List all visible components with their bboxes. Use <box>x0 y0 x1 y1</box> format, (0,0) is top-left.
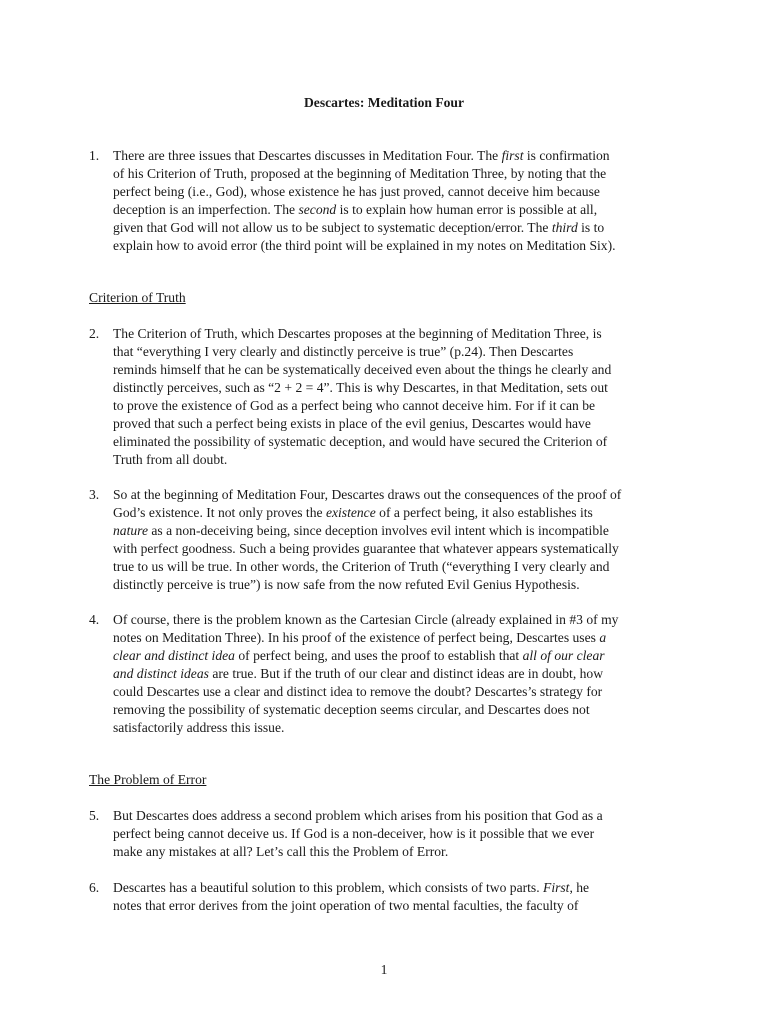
text-run: The Criterion of Truth, which Descartes proposes at the beginning of Meditation Three, is <box>113 326 602 341</box>
text-line <box>113 683 689 701</box>
text-run: reminds himself that he can be systematically deceived even about the things he clearly and <box>113 362 612 377</box>
text-line <box>113 451 689 469</box>
text-run: are true. But if the truth of our clear and distinct ideas are in doubt, how <box>208 666 604 681</box>
emphasis-text: second <box>298 202 337 217</box>
text-line <box>113 558 689 576</box>
paragraph-text <box>113 486 689 594</box>
paragraph-text <box>113 879 689 915</box>
paragraph-4 <box>89 611 689 737</box>
text-line <box>113 237 689 255</box>
text-line <box>113 611 689 629</box>
text-run: perfect being cannot deceive us. If God is a non-deceiver, how is it possible that we ever <box>113 826 595 841</box>
text-line <box>113 629 689 647</box>
text-run: Descartes has a beautiful solution to this problem, which consists of two parts. <box>113 880 544 895</box>
text-line <box>113 504 689 522</box>
text-run: distinctly perceives, such as “2 + 2 = 4”. This is why Descartes, in that Meditation, sets out <box>113 380 608 395</box>
text-line <box>113 843 689 861</box>
text-line <box>113 379 689 397</box>
text-run: to prove the existence of God as a perfect being who cannot deceive him. For if it can be <box>113 398 596 413</box>
paragraph-2 <box>89 325 689 469</box>
text-line <box>113 165 689 183</box>
text-line <box>113 415 689 433</box>
text-line <box>113 540 689 558</box>
text-line <box>113 701 689 719</box>
emphasis-text: first <box>501 148 524 163</box>
text-line <box>113 325 689 343</box>
text-run: given that God will not allow us to be subject to systematic deception/error. The <box>113 220 552 235</box>
text-line <box>113 397 689 415</box>
text-line <box>113 879 689 897</box>
paragraph-5 <box>89 807 689 861</box>
section-heading-criterion-of-truth: Criterion of Truth <box>89 290 186 305</box>
text-run: eliminated the possibility of systematic deception, and would have secured the Criterion of <box>113 434 608 449</box>
emphasis-text: existence <box>325 505 376 520</box>
emphasis-text: a <box>599 630 607 645</box>
paragraph-text <box>113 147 689 255</box>
paragraph-number: 1. <box>89 148 100 163</box>
paragraph-text <box>113 611 689 737</box>
text-run: of his Criterion of Truth, proposed at the beginning of Meditation Three, by noting that the <box>113 166 607 181</box>
paragraph-number: 4. <box>89 612 100 627</box>
text-run: proved that such a perfect being exists in place of the evil genius, Descartes would have <box>113 416 591 431</box>
emphasis-text: and distinct ideas <box>113 666 209 681</box>
text-run: satisfactorily address this issue. <box>113 720 285 735</box>
text-run: perfect being (i.e., God), whose existence he has just proved, cannot deceive him because <box>113 184 600 199</box>
paragraph-text <box>113 807 689 861</box>
paragraph-number: 5. <box>89 808 100 823</box>
page-number: 1 <box>380 962 388 977</box>
document-title: Descartes: Meditation Four <box>303 95 465 110</box>
text-run: deception is an imperfection. The <box>113 202 299 217</box>
text-run: with perfect goodness. Such a being provides guarantee that whatever appears systematically <box>113 541 619 556</box>
text-line <box>113 147 689 165</box>
text-line <box>113 576 689 594</box>
emphasis-text: clear and distinct idea <box>113 648 235 663</box>
text-line <box>113 201 689 219</box>
emphasis-text: third <box>551 220 578 235</box>
paragraph-number: 6. <box>89 880 100 895</box>
paragraph-3 <box>89 486 689 594</box>
text-run: There are three issues that Descartes discusses in Meditation Four. The <box>113 148 502 163</box>
text-run: notes that error derives from the joint operation of two mental faculties, the faculty of <box>113 898 579 913</box>
paragraph-number: 3. <box>89 487 100 502</box>
text-run: of a perfect being, it also establishes its <box>375 505 593 520</box>
text-run: true to us will be true. In other words, the Criterion of Truth (“everything I very clearly and <box>113 559 610 574</box>
text-run: So at the beginning of Meditation Four, Descartes draws out the consequences of the proof of <box>113 487 622 502</box>
emphasis-text: nature <box>113 523 148 538</box>
text-line <box>113 665 689 683</box>
text-run: that “everything I very clearly and distinctly perceive is true” (p.24). Then Descartes <box>113 344 574 359</box>
text-run: removing the possibility of systematic deception seems circular, and Descartes does not <box>113 702 590 717</box>
text-line <box>113 522 689 540</box>
text-line <box>113 343 689 361</box>
text-line <box>113 486 689 504</box>
paragraph-text <box>113 325 689 469</box>
emphasis-text: First <box>543 880 570 895</box>
text-line <box>113 807 689 825</box>
text-line <box>113 433 689 451</box>
text-run: notes on Meditation Three). In his proof of the existence of perfect being, Descartes uses <box>113 630 600 645</box>
text-line <box>113 361 689 379</box>
text-run: is confirmation <box>523 148 610 163</box>
text-run: is to explain how human error is possible at all, <box>336 202 598 217</box>
section-heading-problem-of-error: The Problem of Error <box>89 772 207 787</box>
text-line <box>113 897 689 915</box>
text-run: could Descartes use a clear and distinct idea to remove the doubt? Descartes’s strategy for <box>113 684 603 699</box>
text-run: is to <box>577 220 605 235</box>
text-line <box>113 647 689 665</box>
text-run: Truth from all doubt. <box>113 452 228 467</box>
emphasis-text: all of our clear <box>522 648 605 663</box>
paragraph-6 <box>89 879 689 915</box>
text-line <box>113 219 689 237</box>
text-run: But Descartes does address a second problem which arises from his position that God as a <box>113 808 603 823</box>
text-line <box>113 825 689 843</box>
text-run: distinctly perceive is true”) is now safe from the now refuted Evil Genius Hypothesis. <box>113 577 580 592</box>
text-run: as a non-deceiving being, since deception involves evil intent which is incompatible <box>148 523 609 538</box>
text-line <box>113 183 689 201</box>
text-run: make any mistakes at all? Let’s call this the Problem of Error. <box>113 844 449 859</box>
paragraph-number: 2. <box>89 326 100 341</box>
text-run: of perfect being, and uses the proof to establish that <box>234 648 523 663</box>
text-run: explain how to avoid error (the third point will be explained in my notes on Meditation Six). <box>113 238 616 253</box>
text-run: Of course, there is the problem known as the Cartesian Circle (already explained in #3 of my <box>113 612 619 627</box>
text-line <box>113 719 689 737</box>
paragraph-1 <box>89 147 689 255</box>
text-run: , he <box>569 880 590 895</box>
text-run: God’s existence. It not only proves the <box>113 505 326 520</box>
